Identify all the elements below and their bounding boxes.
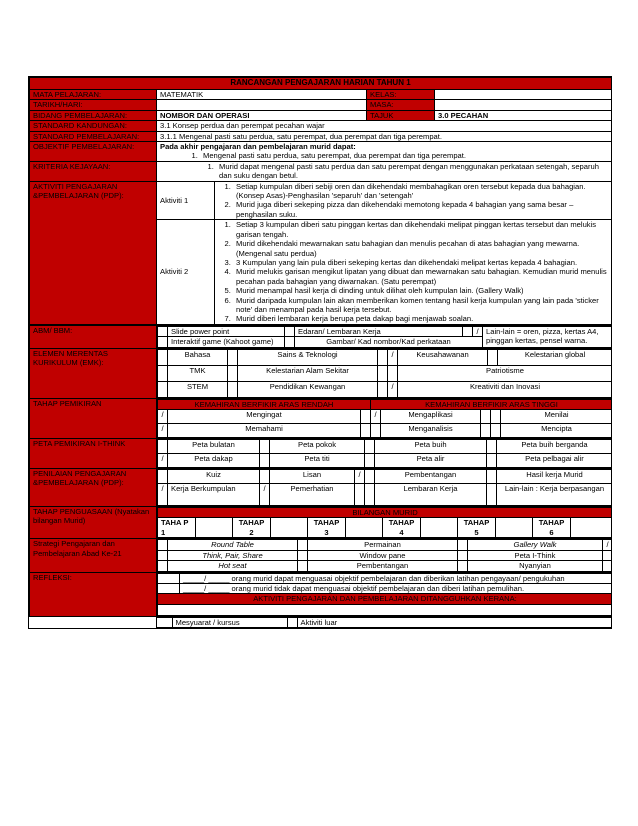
- thinking-checkbox[interactable]: [361, 409, 371, 423]
- thinking-item: Menganalisis: [381, 423, 481, 437]
- abm-lain: Lain-lain = oren, pizza, kertas A4, pinggan kertas, pensel warna.: [483, 326, 612, 347]
- strategy-item: Pembentangan: [308, 561, 458, 571]
- strategy-checkbox[interactable]: [298, 561, 308, 571]
- assessment-checkbox[interactable]: [355, 483, 365, 505]
- reason-checkbox[interactable]: [287, 617, 297, 627]
- emk-label: ELEMEN MERENTAS KURIKULUM (EMK):: [30, 348, 157, 398]
- ithink-item: Peta buih: [375, 439, 487, 453]
- reflection-checkbox[interactable]: [158, 573, 180, 583]
- ithink-item: Peta buih berganda: [497, 439, 612, 453]
- mastery-level: TAHAP 6: [533, 518, 571, 538]
- activity-2-step: 3. 3 Kumpulan yang lain pula diberi sekeping kertas dan dikehendaki melipat kertas kepada 4 bahagian.: [233, 258, 611, 267]
- strategy-item: Gallery Walk: [468, 540, 603, 550]
- reflection-cell: [157, 572, 612, 616]
- emk-checkbox[interactable]: [228, 365, 238, 381]
- strategy-item: Think, Pair, Share: [168, 550, 298, 560]
- emk-checkbox[interactable]: [158, 349, 168, 365]
- activity-2: [157, 219, 611, 323]
- lesson-plan-sheet: [28, 76, 612, 629]
- ithink-item: Peta titi: [270, 453, 365, 467]
- mastery-count[interactable]: [196, 518, 233, 538]
- ithink-checkbox[interactable]: [365, 453, 375, 467]
- time-label: MASA:: [367, 100, 435, 110]
- strategy-item: Nyanyian: [468, 561, 603, 571]
- abm-checkbox-checked[interactable]: /: [473, 326, 483, 336]
- activity-2-step: 2. Murid dikehendaki mewarnakan satu bahagian dan menulis pecahan di atas bahagian yang mewarna. (Mengenal satu perdua): [233, 239, 611, 258]
- emk-checkbox[interactable]: [378, 365, 388, 381]
- class-value[interactable]: [435, 90, 612, 100]
- emk-item: Kelestarian global: [498, 349, 612, 365]
- reflection-line[interactable]: _____/ _____ orang murid dapat menguasai objektif pembelajaran dan diberikan latihan pengayaan/ pengukuhan: [180, 573, 612, 583]
- abm-gambar: Gambar/ Kad nombor/Kad perkataan: [295, 337, 483, 347]
- time-value[interactable]: [435, 100, 612, 110]
- activities-cell: [157, 181, 612, 324]
- activity-2-step: 5. Murid menampal hasil kerja di dinding untuk dilihat oleh kumpulan lain. (Gallery Walk): [233, 286, 611, 295]
- strategy-item: Window pane: [308, 550, 458, 560]
- abm-checkbox[interactable]: [158, 337, 168, 347]
- date-label: TARIKH/HARI:: [30, 100, 157, 110]
- high-order-header: KEMAHIRAN BERFIKIR ARAS TINGGI: [371, 399, 612, 409]
- low-order-header: KEMAHIRAN BERFIKIR ARAS RENDAH: [158, 399, 371, 409]
- assessment-item: Pembentangan: [375, 469, 487, 483]
- assessment-checkbox-checked[interactable]: /: [158, 483, 168, 505]
- emk-item: Sains & Teknologi: [238, 349, 378, 365]
- subject-value: MATEMATIK: [157, 90, 367, 100]
- emk-checkbox-checked[interactable]: /: [388, 349, 398, 365]
- emk-checkbox[interactable]: [378, 381, 388, 397]
- strategy-label: Strategi Pengajaran dan Pembelajaran Abad Ke-21: [30, 539, 157, 572]
- mastery-count[interactable]: [421, 518, 458, 538]
- mastery-count[interactable]: [346, 518, 383, 538]
- strategy-cell: [157, 539, 612, 572]
- ithink-checkbox[interactable]: [487, 439, 497, 453]
- assessment-checkbox[interactable]: [365, 483, 375, 505]
- mastery-count[interactable]: [271, 518, 308, 538]
- activity-2-label: Aktiviti 2: [157, 220, 215, 323]
- activity-2-step: 7. Murid diberi lembaran kerja berupa peta dakap bagi menjawab soalan.: [233, 314, 611, 323]
- assessment-item: Lisan: [270, 469, 355, 483]
- assessment-item: Kuiz: [168, 469, 260, 483]
- assessment-checkbox[interactable]: [487, 483, 497, 505]
- strategy-item: Hot seat: [168, 561, 298, 571]
- reason-checkbox[interactable]: [156, 617, 172, 627]
- strategy-checkbox[interactable]: [158, 561, 168, 571]
- assessment-item: Pemerhatian: [270, 483, 355, 505]
- thinking-label: TAHAP PEMIKIRAN: [30, 398, 157, 438]
- strategy-checkbox-checked[interactable]: /: [603, 540, 612, 550]
- thinking-item: Mengaplikasi: [381, 409, 481, 423]
- thinking-checkbox-checked[interactable]: /: [371, 409, 381, 423]
- thinking-checkbox[interactable]: [491, 409, 501, 423]
- ithink-item: Peta bulatan: [168, 439, 260, 453]
- activity-1-step: 2. Murid juga diberi sekeping pizza dan dikehendaki memotong kepada 4 bahagian yang sama besar – penghasilan suku.: [233, 200, 611, 219]
- mastery-level: TAHAP 5: [458, 518, 496, 538]
- criteria-item: 1. Murid dapat mengenal pasti satu perdua dan satu perempat dengan menggunakan perkataan setengah, separuh dan suku dengan betul.: [216, 162, 608, 181]
- thinking-item: Memahami: [168, 423, 361, 437]
- area-value: NOMBOR DAN OPERASI: [157, 110, 367, 120]
- learning-standard-value: 3.1.1 Mengenal pasti satu perdua, satu perempat, dua perempat dan tiga perempat.: [157, 131, 612, 141]
- strategy-checkbox[interactable]: [458, 550, 468, 560]
- abm-label: ABM/ BBM:: [30, 325, 157, 348]
- lesson-plan-table: [29, 77, 612, 325]
- activity-2-step: 1. Setiap 3 kumpulan diberi satu pinggan kertas dan dikehendaki melipat pinggan kertas tersebut dan melukis garisan tengah.: [233, 220, 611, 239]
- abm-edaran: Edaran/ Lembaran Kerja: [295, 326, 463, 336]
- ithink-item: Peta pelbagai alir: [497, 453, 612, 467]
- postponed-reasons: [29, 617, 612, 628]
- ithink-checkbox[interactable]: [487, 453, 497, 467]
- assessment-checkbox[interactable]: [260, 469, 270, 483]
- assessment-item: Lain-lain : Kerja berpasangan: [497, 483, 612, 505]
- abm-checkbox[interactable]: [285, 337, 295, 347]
- ithink-checkbox[interactable]: [158, 439, 168, 453]
- spacer: [29, 617, 156, 627]
- abm-checkbox[interactable]: [158, 326, 168, 336]
- postponed-blank[interactable]: [158, 604, 612, 615]
- student-count-header: BILANGAN MURID: [158, 507, 612, 517]
- emk-checkbox[interactable]: [488, 349, 498, 365]
- objective-label: OBJEKTIF PEMBELAJARAN:: [30, 142, 157, 162]
- assessment-item: Lembaran Kerja: [375, 483, 487, 505]
- abm-slide: Slide power point: [168, 326, 285, 336]
- emk-item: TMK: [168, 365, 228, 381]
- reason-item: Mesyuarat / kursus: [172, 617, 287, 627]
- reflection-line[interactable]: _____/ _____ orang murid tidak dapat menguasai objektif pembelajaran dan diberi latihan pemulihan.: [180, 584, 612, 594]
- ithink-item: Peta dakap: [168, 453, 260, 467]
- ithink-checkbox[interactable]: [260, 453, 270, 467]
- assessment-cell: [157, 468, 612, 506]
- date-value[interactable]: [157, 100, 367, 110]
- thinking-checkbox[interactable]: [491, 423, 501, 437]
- emk-checkbox[interactable]: [228, 349, 238, 365]
- strategy-checkbox[interactable]: [458, 561, 468, 571]
- abm-interaktif: Interaktif game (Kahoot game): [168, 337, 285, 347]
- emk-checkbox[interactable]: [158, 381, 168, 397]
- mastery-cell: [157, 506, 612, 538]
- assessment-checkbox[interactable]: [158, 469, 168, 483]
- topic-value: 3.0 PECAHAN: [435, 110, 612, 120]
- emk-item: Kreativiti dan Inovasi: [398, 381, 612, 397]
- thinking-checkbox[interactable]: [371, 423, 381, 437]
- activity-1: [157, 182, 611, 220]
- emk-item: Keusahawanan: [398, 349, 488, 365]
- thinking-item: Mencipta: [501, 423, 612, 437]
- ithink-checkbox-checked[interactable]: /: [158, 453, 168, 467]
- assessment-checkbox[interactable]: [365, 469, 375, 483]
- ithink-label: PETA PEMIKIRAN I-THINK: [30, 438, 157, 468]
- area-label: BIDANG PEMBELAJARAN:: [30, 110, 157, 120]
- content-standard-value: 3.1 Konsep perdua dan perempat pecahan wajar: [157, 121, 612, 131]
- mastery-level: TAHAP 3: [308, 518, 346, 538]
- thinking-item: Mengingat: [168, 409, 361, 423]
- mastery-level: TAHAP 4: [383, 518, 421, 538]
- thinking-checkbox-checked[interactable]: /: [158, 409, 168, 423]
- thinking-checkbox[interactable]: [481, 423, 491, 437]
- learning-standard-label: STANDARD PEMBELAJARAN:: [30, 131, 157, 141]
- mastery-count[interactable]: [496, 518, 533, 538]
- strategy-checkbox[interactable]: [158, 540, 168, 550]
- activity-2-step: 6. Murid daripada kumpulan lain akan memberikan komen tentang hasil kerja kumpulan yang lain pada 'sticker note' dan menampal pada hasil kerja tersebut.: [233, 296, 611, 315]
- abm-checkbox[interactable]: [285, 326, 295, 336]
- reflection-label: REFLEKSI:: [30, 572, 157, 616]
- mastery-count[interactable]: [571, 518, 612, 538]
- strategy-checkbox[interactable]: [603, 561, 612, 571]
- page-title: RANCANGAN PENGAJARAN HARIAN TAHUN 1: [30, 78, 612, 90]
- mastery-level: TAHA P 1: [158, 518, 196, 538]
- strategy-checkbox[interactable]: [298, 540, 308, 550]
- strategy-checkbox[interactable]: [158, 550, 168, 560]
- emk-checkbox[interactable]: [378, 349, 388, 365]
- strategy-checkbox[interactable]: [298, 550, 308, 560]
- lower-section-table: [29, 325, 612, 617]
- activity-1-step: 1. Setiap kumpulan diberi sebiji oren dan dikehendaki membahagikan oren tersebut kepada dua bahagian. (Konsep Asas)-Penghasilan 'separuh' dan 'setengah': [233, 182, 611, 201]
- postponed-header: AKTIVITI PENGAJARAN DAN PEMBELAJARAN DITANGGUHKAN KERANA:: [158, 594, 612, 604]
- reason-item: Aktiviti luar: [297, 617, 611, 627]
- abm-checkbox[interactable]: [463, 326, 473, 336]
- strategy-item: Permainan: [308, 540, 458, 550]
- emk-item: Kelestarian Alam Sekitar: [238, 365, 378, 381]
- emk-checkbox-checked[interactable]: /: [388, 381, 398, 397]
- abm-cell: [157, 325, 612, 348]
- emk-item: STEM: [168, 381, 228, 397]
- mastery-label: TAHAP PENGUASAAN (Nyatakan bilangan Murid): [30, 506, 157, 538]
- reflection-checkbox[interactable]: [158, 584, 180, 594]
- emk-checkbox[interactable]: [388, 365, 398, 381]
- emk-item: Patriotisme: [398, 365, 612, 381]
- strategy-item: Peta I-Think: [468, 550, 603, 560]
- thinking-cell: [157, 398, 612, 438]
- subject-label: MATA PELAJARAN:: [30, 90, 157, 100]
- ithink-item: Peta alir: [375, 453, 487, 467]
- emk-item: Pendidikan Kewangan: [238, 381, 378, 397]
- mastery-level: TAHAP 2: [233, 518, 271, 538]
- topic-label: TAJUK: [367, 110, 435, 120]
- assessment-item: Hasil kerja Murid: [497, 469, 612, 483]
- thinking-checkbox[interactable]: [481, 409, 491, 423]
- emk-cell: [157, 348, 612, 398]
- ithink-cell: [157, 438, 612, 468]
- ithink-item: Peta pokok: [270, 439, 365, 453]
- ithink-checkbox[interactable]: [260, 439, 270, 453]
- objective-item: 1. Mengenal pasti satu perdua, satu perempat, dua perempat dan tiga perempat.: [200, 151, 608, 160]
- criteria-label: KRITERIA KEJAYAAN:: [30, 161, 157, 181]
- objective-intro: Pada akhir pengajaran dan pembelajaran murid dapat:: [160, 142, 356, 152]
- activity-2-step: 4. Murid melukis garisan mengikut lipatan yang dibuat dan mewarnakan satu bahagian. Kemudian murid menulis pecahan pada bahagian yang diwarnakan. (Satu perempat): [233, 267, 611, 286]
- criteria-cell: [157, 161, 612, 181]
- emk-checkbox[interactable]: [158, 365, 168, 381]
- class-label: KELAS:: [367, 90, 435, 100]
- objective-cell: [157, 142, 612, 162]
- assessment-checkbox-checked[interactable]: /: [260, 483, 270, 505]
- ithink-checkbox[interactable]: [365, 439, 375, 453]
- assessment-checkbox[interactable]: [487, 469, 497, 483]
- strategy-item: Round Table: [168, 540, 298, 550]
- activities-label: AKTIVITI PENGAJARAN &PEMBELAJARAN (PDP):: [30, 181, 157, 324]
- assessment-label: PENILAIAN PENGAJARAN &PEMBELAJARAN (PDP):: [30, 468, 157, 506]
- strategy-checkbox[interactable]: [603, 550, 612, 560]
- thinking-checkbox-checked[interactable]: /: [158, 423, 168, 437]
- strategy-checkbox[interactable]: [458, 540, 468, 550]
- emk-item: Bahasa: [168, 349, 228, 365]
- assessment-checkbox-checked[interactable]: /: [355, 469, 365, 483]
- thinking-checkbox[interactable]: [361, 423, 371, 437]
- activity-1-label: Aktiviti 1: [157, 182, 215, 220]
- thinking-item: Menilai: [501, 409, 612, 423]
- emk-checkbox[interactable]: [228, 381, 238, 397]
- assessment-item: Kerja Berkumpulan: [168, 483, 260, 505]
- content-standard-label: STANDARD KANDUNGAN:: [30, 121, 157, 131]
